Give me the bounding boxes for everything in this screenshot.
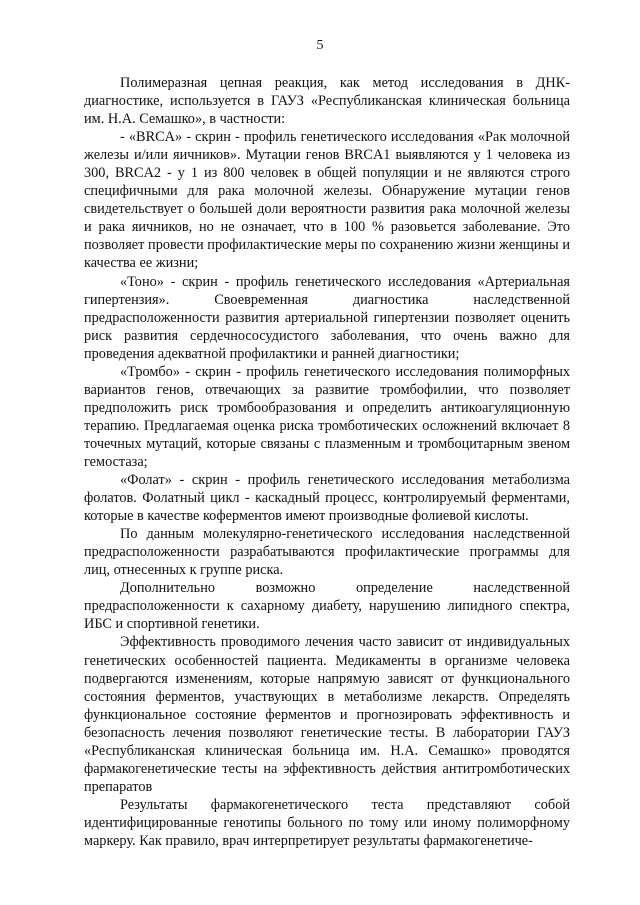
paragraph-pharmacogenetic-results: Результаты фармакогенетического теста представляют собой идентифицированные генотипы больного по тому или иному полиморфному маркеру. Как правило, врач интерпретирует результаты фармакогенетиче- — [84, 796, 570, 849]
paragraph-prevention-programs: По данным молекулярно-генетического исследования наследственной предрасположенности разрабатываются профилактические программы для лиц, отнесенных к группе риска. — [84, 526, 570, 579]
paragraph-trombo: «Тромбо» - скрин - профиль генетического исследования полиморфных вариантов генов, отвечающих за развитие тромбофилии, что позволяет предположить риск тромбообразования и определить антикоагуляционную терапию. Предлагаемая оценка риска тромботических осложнений включает 8 точечных мутаций, которые связаны с плазменным и тромбоцитарным звеном гемостаза; — [84, 363, 570, 470]
page-number: 5 — [316, 38, 324, 53]
paragraph-tono: «Тоно» - скрин - профиль генетического исследования «Артериальная гипертензия». Своевременная диагностика наследственной предрасположенности развития артериальной гипертензии позволяет оценить риск развития сердечнососудистого заболевания, что очень важно для проведения адекватной профилактики и ранней диагностики; — [84, 273, 570, 362]
paragraph-folat: «Фолат» - скрин - профиль генетического исследования метаболизма фолатов. Фолатный цикл - каскадный процесс, контролируемый ферментами, которые в качестве коферментов имеют производные фолиевой кислоты. — [84, 472, 570, 525]
paragraph-treatment-efficacy: Эффективность проводимого лечения часто зависит от индивидуальных генетических особенностей пациента. Медикаменты в организме человека подвергаются изменениям, которые напрямую зависят от функционального состояния ферментов, участвующих в метаболизме лекарств. Определять функциональное состояние ферментов и прогнозировать эффективность и безопасность лечения позволяют генетические тесты. В лаборатории ГАУЗ «Республиканская клиническая больница им. Н.А. Семашко» проводятся фармакогенетические тесты на эффективность действия антитромботических препаратов — [84, 634, 570, 795]
document-body — [84, 74, 570, 850]
paragraph-pcr-intro: Полимеразная цепная реакция, как метод исследования в ДНК-диагностике, используется в ГАУЗ «Республиканская клиническая больница им. Н.А. Семашко», в частности: — [84, 75, 570, 128]
paragraph-additional-tests: Дополнительно возможно определение наследственной предрасположенности к сахарному диабету, нарушению липидного спектра, ИБС и спортивной генетики. — [84, 580, 570, 633]
paragraph-brca: - «BRCA» - скрин - профиль генетического исследования «Рак молочной железы и/или яичников». Мутации генов BRCA1 выявляются у 1 человека из 300, BRCA2 - у 1 из 800 человек в общей популяции и не являются строго специфичными для рака молочной железы. Обнаружение мутации генов свидетельствует о большей доли вероятности развития рака молочной железы и рака яичников, но не означает, что в 100 % разовьется заболевание. Это позволяет провести профилактические меры по сохранению жизни женщины и качества ее жизни; — [84, 129, 570, 272]
